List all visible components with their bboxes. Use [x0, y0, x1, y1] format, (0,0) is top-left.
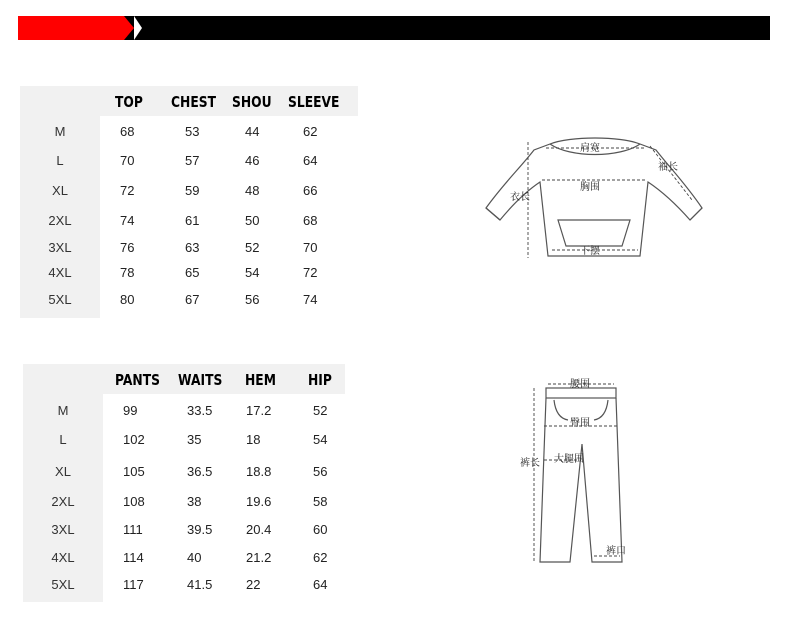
top-header-shou: SHOU — [232, 93, 272, 111]
top-table-cell: 65 — [185, 265, 200, 280]
top-table-size-column-bg — [20, 86, 100, 318]
pants-table-cell: 21.2 — [246, 550, 272, 565]
hoodie-pocket — [558, 220, 630, 246]
top-table-cell: 46 — [245, 153, 260, 168]
top-header-top: TOP — [115, 93, 143, 111]
pants-size-table — [23, 364, 353, 604]
pants-table-size-column-bg — [23, 364, 103, 602]
banner-notch — [134, 16, 142, 40]
top-table-cell: 44 — [245, 124, 260, 139]
top-table-cell: 66 — [303, 183, 318, 198]
top-table-cell: 70 — [303, 240, 318, 255]
hoodie-measurement-diagram — [480, 128, 710, 268]
pants-table-size-label: L — [59, 432, 67, 447]
pants-header-waits: WAITS — [178, 371, 223, 389]
pants-table-cell: 108 — [123, 494, 145, 509]
top-table-cell: 74 — [120, 213, 135, 228]
chest-label: 胸围 — [580, 182, 600, 193]
pants-table-size-label: M — [57, 403, 69, 418]
pants-measurement-diagram — [520, 374, 650, 570]
top-table-cell: 64 — [303, 153, 318, 168]
top-table-cell: 74 — [303, 292, 318, 307]
leg-opening-label: 裤口 — [606, 546, 626, 557]
top-table-size-label: L — [56, 153, 64, 168]
pants-table-cell: 36.5 — [187, 464, 213, 479]
top-table-cell: 50 — [245, 213, 260, 228]
pants-table-cell: 111 — [123, 522, 143, 537]
top-size-table — [20, 86, 360, 320]
pants-table-cell: 41.5 — [187, 577, 213, 592]
top-header-chest: CHEST — [171, 93, 216, 111]
right-pocket — [594, 400, 608, 420]
header-banner — [18, 16, 770, 40]
pants-table-size-label: 3XL — [51, 522, 75, 537]
top-table-cell: 76 — [120, 240, 135, 255]
banner-red-tab — [18, 16, 124, 40]
pants-table-cell: 60 — [313, 522, 328, 537]
top-table-cell: 61 — [185, 213, 200, 228]
top-table-size-label: 4XL — [48, 265, 72, 280]
waist-label: 腰围 — [570, 379, 590, 390]
pants-table-size-label: XL — [55, 464, 71, 479]
pants-table-cell: 40 — [187, 550, 202, 565]
left-pocket — [554, 400, 568, 420]
top-table-cell: 78 — [120, 265, 135, 280]
pants-header-hem: HEM — [245, 371, 276, 389]
sleeve-label: 袖长 — [658, 162, 678, 173]
pants-table-cell: 99 — [123, 403, 138, 418]
pants-table-cell: 58 — [313, 494, 328, 509]
pants-table-cell: 117 — [123, 577, 144, 592]
pants-table-cell: 39.5 — [187, 522, 213, 537]
thigh-label: 大腿围 — [554, 454, 584, 465]
hip-label: 臀围 — [570, 418, 590, 429]
top-table-cell: 70 — [120, 153, 135, 168]
pants-table-cell: 18 — [246, 432, 261, 447]
pants-table-cell: 64 — [313, 577, 328, 592]
banner-arrow-tip — [124, 16, 134, 40]
top-table-cell: 54 — [245, 265, 260, 280]
pants-table-cell: 114 — [123, 550, 144, 565]
top-table-size-label: XL — [52, 183, 68, 198]
right-cuff — [690, 208, 702, 220]
pants-table-cell: 62 — [313, 550, 328, 565]
top-table-cell: 80 — [120, 292, 135, 307]
pants-table-size-label: 2XL — [51, 494, 75, 509]
sleeve-measure-line — [650, 146, 692, 200]
shoulder-label: 肩宽 — [580, 143, 600, 154]
pants-table-cell: 54 — [313, 432, 328, 447]
pants-table-cell: 19.6 — [246, 494, 272, 509]
hem-label: 下摆 — [580, 246, 600, 257]
top-table-cell: 59 — [185, 183, 200, 198]
top-table-cell: 63 — [185, 240, 200, 255]
top-table-size-label: M — [54, 124, 66, 139]
top-table-cell: 72 — [303, 265, 318, 280]
pants-table-cell: 18.8 — [246, 464, 272, 479]
left-cuff — [486, 208, 500, 220]
pants-table-cell: 33.5 — [187, 403, 213, 418]
top-table-cell: 68 — [303, 213, 318, 228]
top-table-cell: 52 — [245, 240, 260, 255]
length-label: 衣长 — [510, 192, 530, 203]
top-table-cell: 56 — [245, 292, 260, 307]
top-table-cell: 53 — [185, 124, 200, 139]
pants-table-cell: 35 — [187, 432, 202, 447]
pants-table-cell: 20.4 — [246, 522, 272, 537]
pants-table-cell: 38 — [187, 494, 202, 509]
top-table-cell: 67 — [185, 292, 200, 307]
top-table-cell: 68 — [120, 124, 135, 139]
top-table-size-label: 2XL — [48, 213, 72, 228]
top-table-size-label: 5XL — [48, 292, 72, 307]
pants-table-size-label: 4XL — [51, 550, 75, 565]
pants-header-hip: HIP — [308, 371, 332, 389]
pants-table-cell: 52 — [313, 403, 328, 418]
top-table-size-label: 3XL — [48, 240, 72, 255]
pants-table-cell: 22 — [246, 577, 261, 592]
top-table-cell: 48 — [245, 183, 260, 198]
pants-header-pants: PANTS — [115, 371, 160, 389]
pants-table-cell: 56 — [313, 464, 328, 479]
pants-table-cell: 17.2 — [246, 403, 272, 418]
top-table-cell: 57 — [185, 153, 200, 168]
pants-table-cell: 102 — [123, 432, 145, 447]
top-table-cell: 72 — [120, 183, 135, 198]
pants-table-size-label: 5XL — [51, 577, 75, 592]
pants-table-cell: 105 — [123, 464, 145, 479]
pants-length-label: 裤长 — [520, 458, 540, 469]
top-header-sleeve: SLEEVE — [288, 93, 340, 111]
top-table-cell: 62 — [303, 124, 318, 139]
